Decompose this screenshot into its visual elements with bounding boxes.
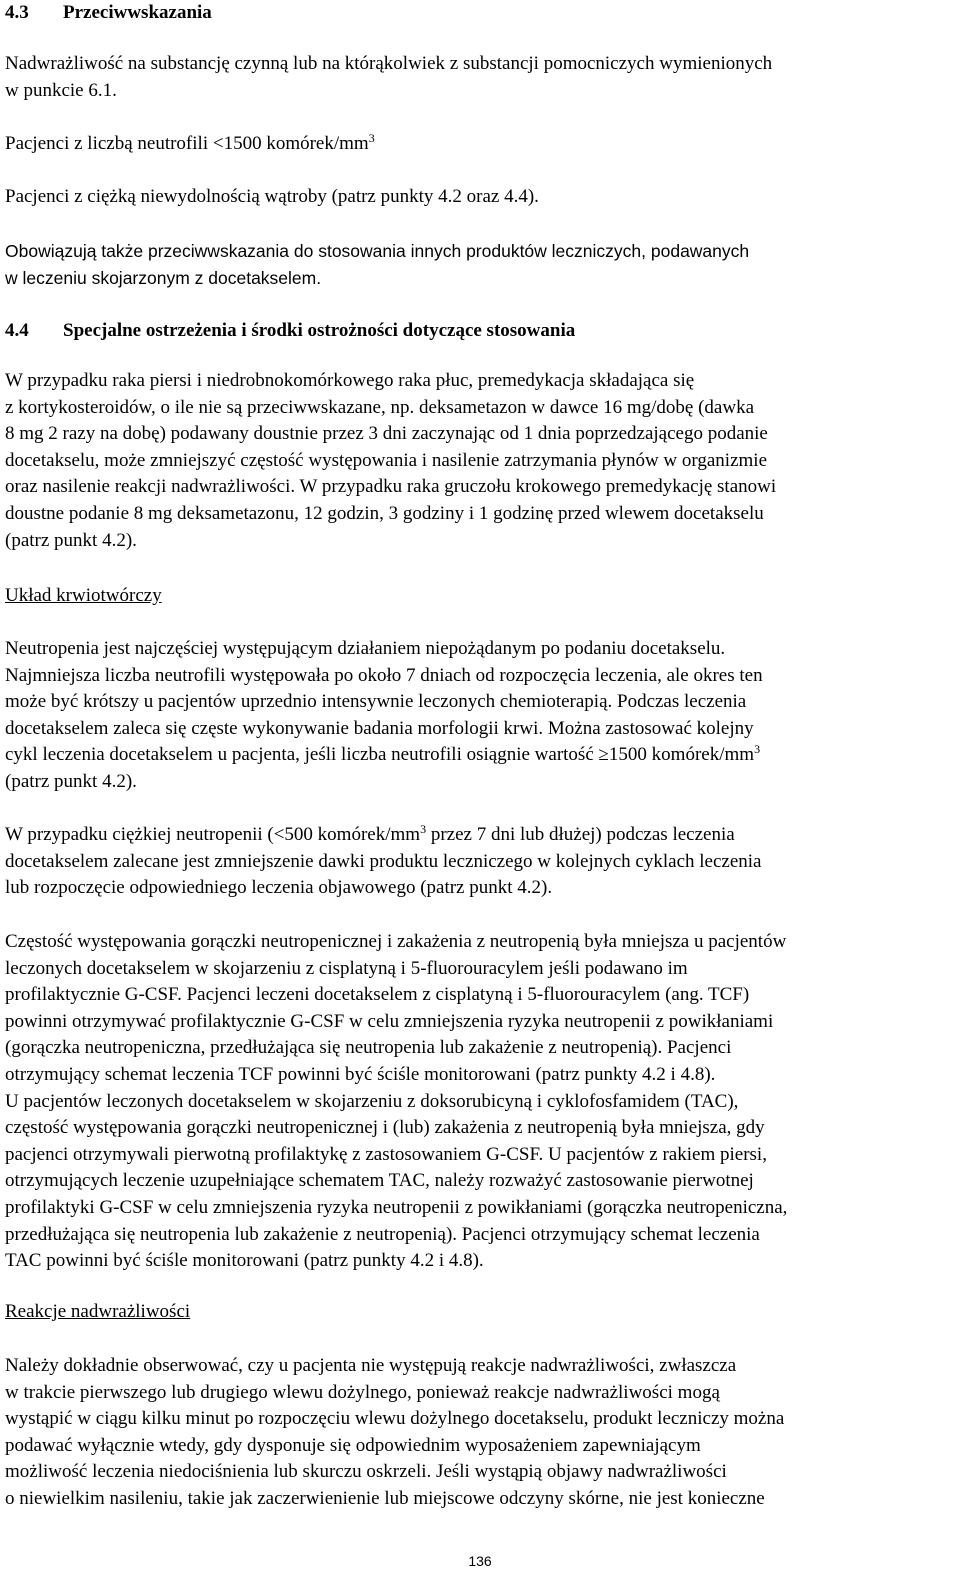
- text-line: w punkcie 6.1.: [5, 79, 117, 101]
- text-line: profilaktycznie G-CSF. Pacjenci leczeni docetakselem z cisplatyną i 5-fluorouracylem (ang. TCF): [5, 984, 750, 1006]
- text-line: (patrz punkt 4.2).: [5, 529, 137, 551]
- section-title: Przeciwwskazania: [63, 2, 212, 23]
- text-line: z kortykosteroidów, o ile nie są przeciwwskazane, np. deksametazon w dawce 16 mg/dobę (dawka: [5, 396, 755, 418]
- text-line: leczonych docetakselem w skojarzeniu z cisplatyną i 5-fluorouracylem jeśli podawano im: [5, 957, 688, 979]
- text-line: TAC powinni być ściśle monitorowani (patrz punkty 4.2 i 4.8).: [5, 1250, 484, 1272]
- section-4-3-heading: [5, 0, 212, 27]
- text-span: W przypadku ciężkiej neutropenii (<500 komórek/mm: [5, 824, 421, 845]
- text-line: lub rozpoczęcie odpowiedniego leczenia objawowego (patrz punkt 4.2).: [5, 877, 553, 899]
- text-line: doustne podanie 8 mg deksametazonu, 12 godzin, 3 godziny i 1 godzinę przed wlewem docetakselu: [5, 502, 764, 524]
- severe-neutropenia-paragraph: [5, 822, 761, 902]
- superscript: 3: [420, 822, 427, 836]
- text-line: o niewielkim nasileniu, takie jak zaczerwienienie lub miejscowe odczyny skórne, nie jest konieczne: [5, 1487, 765, 1509]
- text-line: pacjenci otrzymywali pierwotną profilaktykę z zastosowaniem G-CSF. U pacjentów z rakiem piersi,: [5, 1143, 767, 1165]
- subheading-hematopoietic: Układ krwiotwórczy: [5, 585, 162, 606]
- text-line: [5, 822, 761, 849]
- text-line: przedłużająca się neutropenia lub zakażenie z neutropenią). Pacjenci otrzymujący schemat leczenia: [5, 1223, 760, 1245]
- text-line: może być krótszy u pacjentów uprzednio intensywnie leczonych chemioterapią. Podczas leczenia: [5, 691, 747, 713]
- contraindication-paragraph-2: [5, 131, 375, 158]
- section-title: Specjalne ostrzeżenia i środki ostrożności dotyczące stosowania: [63, 320, 576, 341]
- text-line: docetakselem zaleca się częste wykonywanie badania morfologii krwi. Można zastosować kolejny: [5, 717, 754, 739]
- text-line: W przypadku raka piersi i niedrobnokomórkowego raka płuc, premedykacja składająca się: [5, 370, 695, 391]
- text-line: Nadwrażliwość na substancję czynną lub na którąkolwiek z substancji pomocniczych wymienionych: [5, 53, 773, 74]
- text-line: w trakcie pierwszego lub drugiego wlewu dożylnego, ponieważ reakcje nadwrażliwości mogą: [5, 1381, 720, 1403]
- text-line: podawać wyłącznie wtedy, gdy dysponuje się odpowiednim wyposażeniem zapewniającym: [5, 1434, 701, 1456]
- text-line: [5, 131, 375, 158]
- page-number: 136: [468, 1553, 492, 1569]
- text-line: Należy dokładnie obserwować, czy u pacjenta nie występują reakcje nadwrażliwości, zwłaszcza: [5, 1355, 737, 1376]
- neutropenia-paragraph: [5, 636, 763, 796]
- febrile-neutropenia-paragraph: [5, 929, 787, 1275]
- text-line: Neutropenia jest najczęściej występującym działaniem niepożądanym po podaniu docetakselu.: [5, 638, 726, 659]
- text-line: Obowiązują także przeciwwskazania do stosowania innych produktów leczniczych, podawanych: [5, 241, 750, 261]
- text-line: docetakselu, może zmniejszyć częstość występowania i nasilenie zatrzymania płynów w organizmie: [5, 449, 768, 471]
- section-number: 4.4: [5, 320, 29, 341]
- text-line: Najmniejsza liczba neutrofili występowała po około 7 dniach od rozpoczęcia leczenia, ale okres ten: [5, 664, 763, 686]
- contraindication-paragraph-3: [5, 184, 539, 211]
- text-line: w leczeniu skojarzonym z docetakselem.: [5, 267, 322, 288]
- text-line: powinni otrzymywać profilaktycznie G-CSF w celu zmniejszenia ryzyka neutropenii z powikłaniami: [5, 1010, 774, 1032]
- text-span: Pacjenci z liczbą neutrofili <1500 komórek/mm: [5, 133, 369, 154]
- text-span: cykl leczenia docetakselem u pacjenta, jeśli liczba neutrofili osiągnie wartość ≥1500 komórek/mm: [5, 744, 755, 766]
- text-line: docetakselem zalecane jest zmniejszenie dawki produktu leczniczego w kolejnych cyklach leczenia: [5, 850, 762, 872]
- contraindication-paragraph-1: [5, 51, 772, 104]
- text-line: profilaktyki G-CSF w celu zmniejszenia ryzyka neutropenii z powikłaniami (gorączka neutropeniczna,: [5, 1196, 788, 1218]
- text-line: otrzymujących leczenie uzupełniające schematem TAC, należy rozważyć zastosowanie pierwotnej: [5, 1170, 754, 1192]
- contraindication-paragraph-4: [5, 238, 749, 291]
- section-4-4-heading: [5, 318, 575, 345]
- hypersensitivity-paragraph: [5, 1353, 784, 1513]
- text-line: 8 mg 2 razy na dobę) podawany doustnie przez 3 dni zaczynając od 1 dnia poprzedzającego podanie: [5, 423, 768, 445]
- text-line: [5, 742, 763, 769]
- section-number: 4.3: [5, 2, 29, 23]
- superscript: 3: [368, 131, 375, 145]
- text-line: (gorączka neutropeniczna, przedłużająca się neutropenia lub zakażenie z neutropenią). Pacjenci: [5, 1037, 732, 1059]
- subheading-hypersensitivity: Reakcje nadwrażliwości: [5, 1301, 191, 1322]
- text-line: (patrz punkt 4.2).: [5, 770, 137, 792]
- text-line: otrzymujący schemat leczenia TCF powinni być ściśle monitorowani (patrz punkty 4.2 i 4.8).: [5, 1063, 716, 1085]
- text-line: Częstość występowania gorączki neutropenicznej i zakażenia z neutropenią była mniejsza u pacjentów: [5, 931, 787, 952]
- text-line: U pacjentów leczonych docetakselem w skojarzeniu z doksorubicyną i cyklofosfamidem (TAC),: [5, 1090, 739, 1112]
- premedication-paragraph: [5, 368, 776, 554]
- superscript: 3: [754, 742, 761, 757]
- text-line: Pacjenci z ciężką niewydolnością wątroby (patrz punkty 4.2 oraz 4.4).: [5, 186, 539, 207]
- text-line: oraz nasilenie reakcji nadwrażliwości. W przypadku raka gruczołu krokowego premedykację stanowi: [5, 476, 777, 498]
- text-line: wystąpić w ciągu kilku minut po rozpoczęciu wlewu dożylnego docetakselu, produkt leczniczy można: [5, 1408, 785, 1430]
- text-line: częstość występowania gorączki neutropenicznej i (lub) zakażenia z neutropenią była mniejsza, gdy: [5, 1117, 765, 1139]
- text-span: przez 7 dni lub dłużej) podczas leczenia: [426, 824, 735, 845]
- text-line: możliwość leczenia niedociśnienia lub skurczu oskrzeli. Jeśli wystąpią objawy nadwrażliwości: [5, 1461, 727, 1483]
